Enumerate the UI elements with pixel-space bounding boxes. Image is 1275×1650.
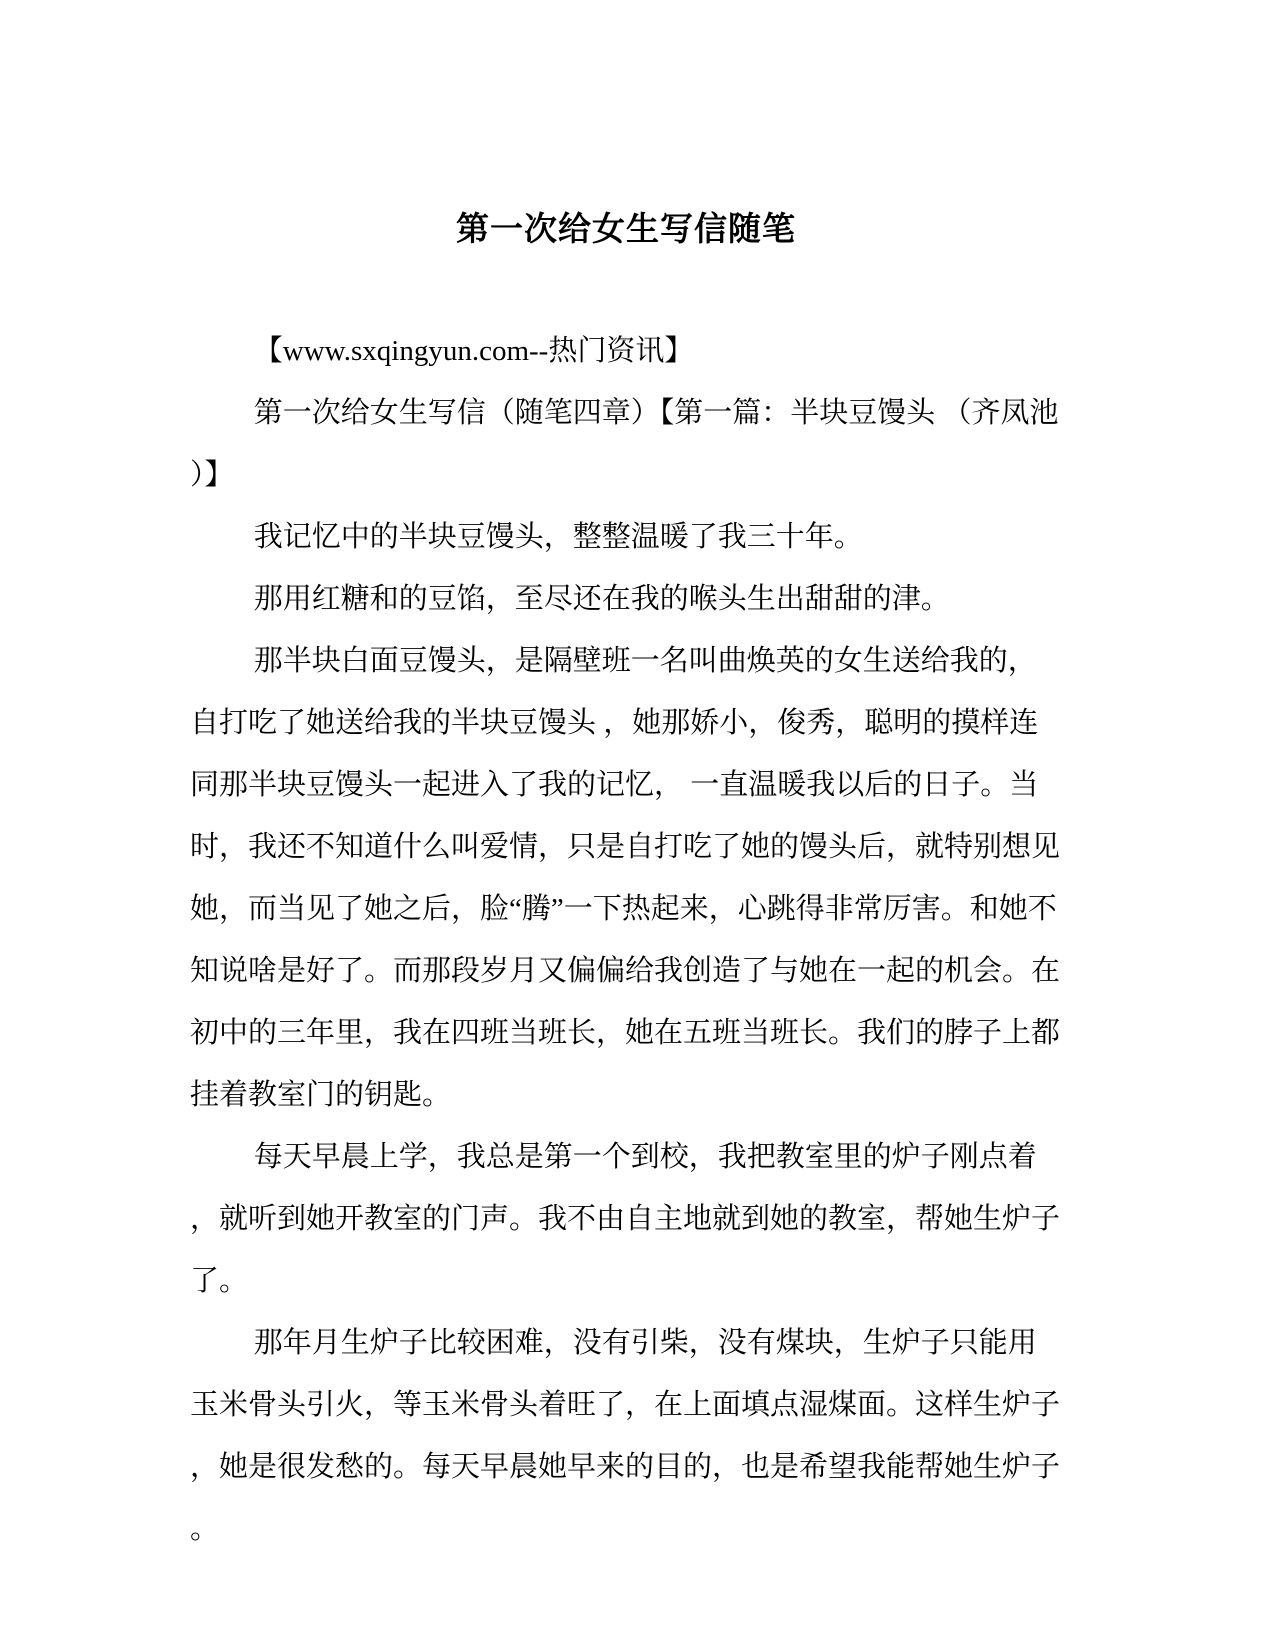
paragraph: 每天早晨上学，我总是第一个到校，我把教室里的炉子刚点着，就听到她开教室的门声。我不由自主地就到她的教室，帮她生炉子了。	[190, 1141, 1061, 1297]
paragraph: 那年月生炉子比较困难，没有引柴，没有煤块，生炉子只能用玉米骨头引火，等玉米骨头着旺了，在上面填点湿煤面。这样生炉子，她是很发愁的。每天早晨她早来的目的，也是希望我能帮她生炉子。	[190, 1327, 1061, 1545]
paragraph: 我记忆中的半块豆馒头，整整温暖了我三十年。	[253, 521, 863, 553]
paragraph: 那用红糖和的豆馅，至尽还在我的喉头生出甜甜的津。	[253, 583, 950, 615]
paragraph: 第一次给女生写信（随笔四章）【第一篇：半块豆馒头 （齐凤池）】	[190, 397, 1059, 491]
document-title: 第一次给女生写信随笔	[456, 210, 796, 247]
document-content	[190, 198, 1062, 1560]
paragraph: 那半块白面豆馒头，是隔壁班一名叫曲焕英的女生送给我的，自打吃了她送给我的半块豆馒头 ，她那娇小，俊秀，聪明的摸样连同那半块豆馒头一起进入了我的记忆， 一直温暖我以后的日子。当时，我还不知道什么叫爱情，只是自打吃了她的馒头后，就特别想见她，而当见了她之后，脸“腾”一下热起来，心跳得非常厉害。和她不知说啥是好了。而那段岁月又偏偏给我创造了与她在一起的机会。在初中的三年里，我在四班当班长，她在五班当班长。我们的脖子上都挂着教室门的钥匙。	[190, 645, 1061, 1111]
document-body	[190, 320, 1062, 1560]
paragraph: 【www.sxqingyun.com--热门资讯】	[253, 335, 694, 367]
